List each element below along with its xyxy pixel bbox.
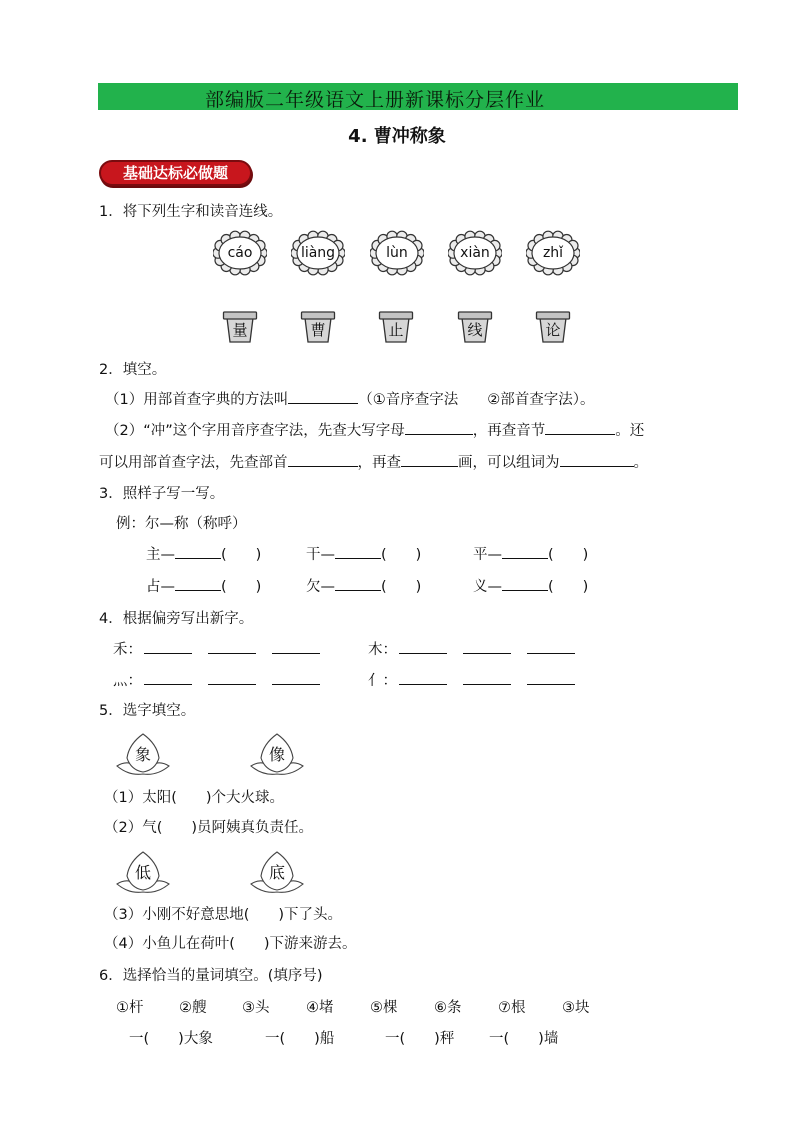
lotus-option[interactable] <box>113 848 173 896</box>
q2-sentence-1 <box>105 388 594 409</box>
q3-item <box>306 575 421 596</box>
pinyin-flower[interactable] <box>370 230 424 276</box>
pinyin-flower[interactable] <box>526 230 580 276</box>
character-label: 量 <box>232 321 248 339</box>
character-pot[interactable] <box>222 310 258 344</box>
pinyin-flower[interactable] <box>291 230 345 276</box>
answer-blank[interactable] <box>335 576 381 591</box>
answer-blank[interactable] <box>208 639 256 654</box>
answer-blank[interactable] <box>401 452 458 467</box>
answer-blank[interactable] <box>405 420 473 435</box>
lotus-character: 象 <box>134 745 151 764</box>
lotus-option[interactable] <box>247 730 307 778</box>
q2-s2-part: （2）“冲”这个字用音序查字法，先查大写字母 <box>105 423 405 439</box>
answer-blank[interactable] <box>545 420 615 435</box>
q3-item <box>146 575 261 596</box>
q5-sentence-2: （2）气( )员阿姨真负责任。 <box>104 820 314 836</box>
lotus-option[interactable] <box>247 848 307 896</box>
character-label: 论 <box>545 321 561 339</box>
q4-row <box>113 669 320 690</box>
measure-word-option: ④堵 <box>306 1000 334 1016</box>
pinyin-label: lùn <box>386 245 408 261</box>
q2-s2-part: ，再查音节 <box>472 423 546 439</box>
measure-word-option: ⑤棵 <box>370 1000 398 1016</box>
answer-blank[interactable] <box>335 544 381 559</box>
q3-item-char: 干— <box>306 547 335 563</box>
measure-word-blank[interactable]: 一( )秤 <box>385 1031 455 1047</box>
answer-blank[interactable] <box>272 670 320 685</box>
answer-blank[interactable] <box>463 670 511 685</box>
q6-prompt: 6．选择恰当的量词填空。(填序号) <box>99 968 323 984</box>
q2-prompt: 2．填空。 <box>99 362 167 378</box>
measure-word-option: ⑦根 <box>498 1000 526 1016</box>
radical-label: 亻： <box>368 673 397 689</box>
section-badge: 基础达标必做题 <box>99 160 252 186</box>
lesson-title: 4. 曹冲称象 <box>348 126 446 147</box>
q2-s2-part: 。还 <box>615 423 645 439</box>
q2-s3-part: 画，可以组词为 <box>458 455 560 471</box>
answer-blank[interactable] <box>288 389 358 404</box>
measure-word-blank[interactable]: 一( )大象 <box>129 1031 213 1047</box>
answer-blank[interactable] <box>175 576 221 591</box>
q5-sentence-1: （1）太阳( )个大火球。 <box>104 790 285 806</box>
pinyin-label: zhǐ <box>542 245 564 261</box>
q3-paren: ( ) <box>548 579 589 595</box>
q3-prompt: 3．照样子写一写。 <box>99 486 225 502</box>
lotus-character: 底 <box>268 863 285 882</box>
pinyin-label: liàng <box>300 245 336 261</box>
q1-prompt: 1．将下列生字和读音连线。 <box>99 204 283 220</box>
q3-item-char: 义— <box>473 579 502 595</box>
answer-blank[interactable] <box>502 576 548 591</box>
q3-paren: ( ) <box>221 579 262 595</box>
q3-paren: ( ) <box>221 547 262 563</box>
answer-blank[interactable] <box>208 670 256 685</box>
answer-blank[interactable] <box>399 670 447 685</box>
q5-sentence-4: （4）小鱼儿在荷叶( )下游来游去。 <box>104 936 357 952</box>
q3-example: 例：尔—称（称呼） <box>116 516 247 532</box>
answer-blank[interactable] <box>463 639 511 654</box>
q3-paren: ( ) <box>381 547 422 563</box>
q3-item <box>146 543 261 564</box>
character-pot[interactable] <box>378 310 414 344</box>
character-pot[interactable] <box>535 310 571 344</box>
q2-sentence-2 <box>105 419 644 440</box>
lotus-character: 像 <box>268 745 285 764</box>
q4-row <box>113 638 320 659</box>
q3-item <box>306 543 421 564</box>
answer-blank[interactable] <box>175 544 221 559</box>
q4-prompt: 4．根据偏旁写出新字。 <box>99 611 254 627</box>
measure-word-option: ②艘 <box>179 1000 207 1016</box>
answer-blank[interactable] <box>527 670 575 685</box>
pinyin-label: cáo <box>227 245 253 261</box>
answer-blank[interactable] <box>560 452 634 467</box>
q5-prompt: 5．选字填空。 <box>99 703 196 719</box>
measure-word-option: ⑥条 <box>434 1000 462 1016</box>
q5-sentence-3: （3）小刚不好意思地( )下了头。 <box>104 907 343 923</box>
q3-item-char: 平— <box>473 547 502 563</box>
pinyin-flower[interactable] <box>448 230 502 276</box>
character-pot[interactable] <box>300 310 336 344</box>
answer-blank[interactable] <box>399 639 447 654</box>
q2-s3-part: ，再查 <box>357 455 401 471</box>
q2-s3-part: 可以用部首查字法，先查部首 <box>99 455 288 471</box>
character-label: 线 <box>467 321 483 339</box>
pinyin-flower[interactable] <box>213 230 267 276</box>
lotus-character: 低 <box>134 863 151 882</box>
q2-sentence-3 <box>99 451 648 472</box>
q3-item-char: 主— <box>146 547 175 563</box>
character-label: 止 <box>388 321 404 339</box>
q2-s1-part: （1）用部首查字典的方法叫 <box>105 392 289 408</box>
pinyin-label: xiàn <box>460 245 490 261</box>
measure-word-blank[interactable]: 一( )船 <box>265 1031 335 1047</box>
radical-label: 灬： <box>113 673 142 689</box>
q3-paren: ( ) <box>548 547 589 563</box>
measure-word-option: ①杆 <box>116 1000 144 1016</box>
lotus-option[interactable] <box>113 730 173 778</box>
character-pot[interactable] <box>457 310 493 344</box>
answer-blank[interactable] <box>144 639 192 654</box>
answer-blank[interactable] <box>288 452 358 467</box>
measure-word-blank[interactable]: 一( )墙 <box>489 1031 559 1047</box>
q4-row <box>368 669 575 690</box>
character-label: 曹 <box>310 321 326 339</box>
answer-blank[interactable] <box>144 670 192 685</box>
q3-item-char: 占— <box>146 579 175 595</box>
answer-blank[interactable] <box>502 544 548 559</box>
answer-blank[interactable] <box>527 639 575 654</box>
q2-s1-part: （①音序查字法 ②部首查字法）。 <box>358 392 595 408</box>
q3-item <box>473 575 588 596</box>
q2-s3-part: 。 <box>633 455 648 471</box>
answer-blank[interactable] <box>272 639 320 654</box>
measure-word-option: ③块 <box>562 1000 590 1016</box>
q3-item <box>473 543 588 564</box>
banner-title: 部编版二年级语文上册新课标分层作业 <box>205 89 546 111</box>
measure-word-option: ③头 <box>242 1000 270 1016</box>
radical-label: 禾： <box>113 642 142 658</box>
q3-paren: ( ) <box>381 579 422 595</box>
q3-item-char: 欠— <box>306 579 335 595</box>
radical-label: 木： <box>368 642 397 658</box>
q4-row <box>368 638 575 659</box>
